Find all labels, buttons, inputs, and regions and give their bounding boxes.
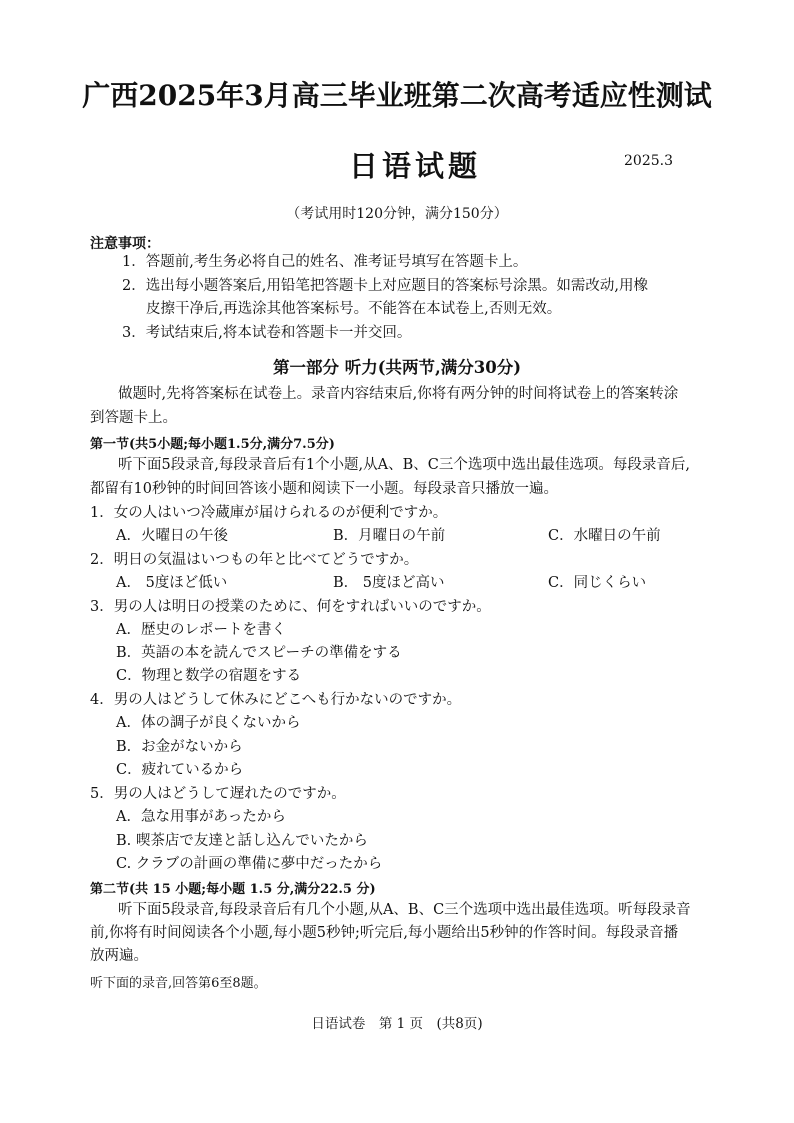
- part1-intro-line2: 到答题卡上。: [90, 410, 177, 426]
- q1-option-a: A．火曜日の午後: [116, 528, 228, 544]
- q3-option-a: A．歴史のレポートを書く: [116, 622, 286, 638]
- section2-instr-line1: 听下面5段录音,每段录音后有几个小题,从A、B、C三个选项中选出最佳选项。听每段录音: [118, 902, 691, 918]
- section2-instr-line2: 前,你将有时间阅读各个小题,每小题5秒钟;听完后,每小题给出5秒钟的作答时间。每段录音播: [90, 925, 679, 941]
- q2-option-b: B． 5度ほど高い: [333, 575, 445, 591]
- section2-instr-line3: 放两遍。: [90, 948, 148, 964]
- notice-item-1: 1．答题前,考生务必将自己的姓名、准考证号填写在答题卡上。: [122, 254, 528, 270]
- part1-intro-line1: 做题时,先将答案标在试卷上。录音内容结束后,你将有两分钟的时间将试卷上的答案转涂: [118, 386, 679, 402]
- q4-option-a: A．体の調子が良くないから: [116, 715, 301, 731]
- notice-item-2-cont: 皮擦干净后,再选涂其他答案标号。不能答在本试卷上,否则无效。: [146, 301, 562, 317]
- q3-option-b: B．英語の本を読んでスピーチの準備をする: [116, 645, 402, 661]
- time-info: （考试用时120分钟，满分150分）: [286, 206, 508, 222]
- part1-title: 第一部分 听力(共两节,满分30分): [272, 358, 522, 377]
- exam-date: 2025.3: [624, 153, 673, 169]
- notice-heading: 注意事项：: [90, 236, 160, 252]
- q3-option-c: C．物理と数学の宿題をする: [116, 668, 302, 684]
- q5-option-b: B. 喫茶店で友達と話し込んでいたから: [116, 833, 368, 849]
- section2-sub-instruction: 听下面的录音,回答第6至8题。: [90, 976, 267, 991]
- question-4: 4．男の人はどうして休みにどこへも行かないのですか。: [90, 692, 462, 708]
- q4-option-c: C．疲れているから: [116, 762, 244, 778]
- section1-instr-line2: 都留有10秒钟的时间回答该小题和阅读下一小题。每段录音只播放一遍。: [90, 481, 558, 497]
- q2-option-a: A． 5度ほど低い: [116, 575, 228, 591]
- q2-option-c: C．同じくらい: [548, 575, 647, 591]
- q5-option-a: A．急な用事があったから: [116, 809, 286, 825]
- q4-option-b: B．お金がないから: [116, 739, 243, 755]
- notice-item-2: 2．选出每小题答案后,用铅笔把答题卡上对应题目的答案标号涂黑。如需改动,用橡: [122, 278, 648, 294]
- section2-heading: 第二节(共 15 小题;每小题 1.5 分,满分22.5 分): [90, 882, 376, 897]
- question-5: 5．男の人はどうして遅れたのですか。: [90, 786, 346, 802]
- q1-option-c: C．水曜日の午前: [548, 528, 661, 544]
- question-3: 3．男の人は明日の授業のために、何をすればいいのですか。: [90, 599, 491, 615]
- q1-option-b: B．月曜日の午前: [333, 528, 446, 544]
- exam-title: 广西2025年3月高三毕业班第二次高考适应性测试: [82, 79, 712, 112]
- notice-item-3: 3．考试结束后,将本试卷和答题卡一并交回。: [122, 325, 412, 341]
- page-footer: 日语试卷 第 1 页 (共8页): [311, 1016, 483, 1032]
- q5-option-c: C. クラブの計画の準備に夢中だったから: [116, 856, 383, 872]
- subject-title: 日语试题: [349, 149, 482, 183]
- question-1: 1．女の人はいつ冷蔵庫が届けられるのが便利ですか。: [90, 505, 448, 521]
- section1-instr-line1: 听下面5段录音,每段录音后有1个小题,从A、B、C三个选项中选出最佳选项。每段录音后,: [118, 457, 690, 473]
- section1-heading: 第一节(共5小题;每小题1.5分,满分7.5分): [90, 437, 335, 452]
- question-2: 2．明日の気温はいつもの年と比べてどうですか。: [90, 552, 419, 568]
